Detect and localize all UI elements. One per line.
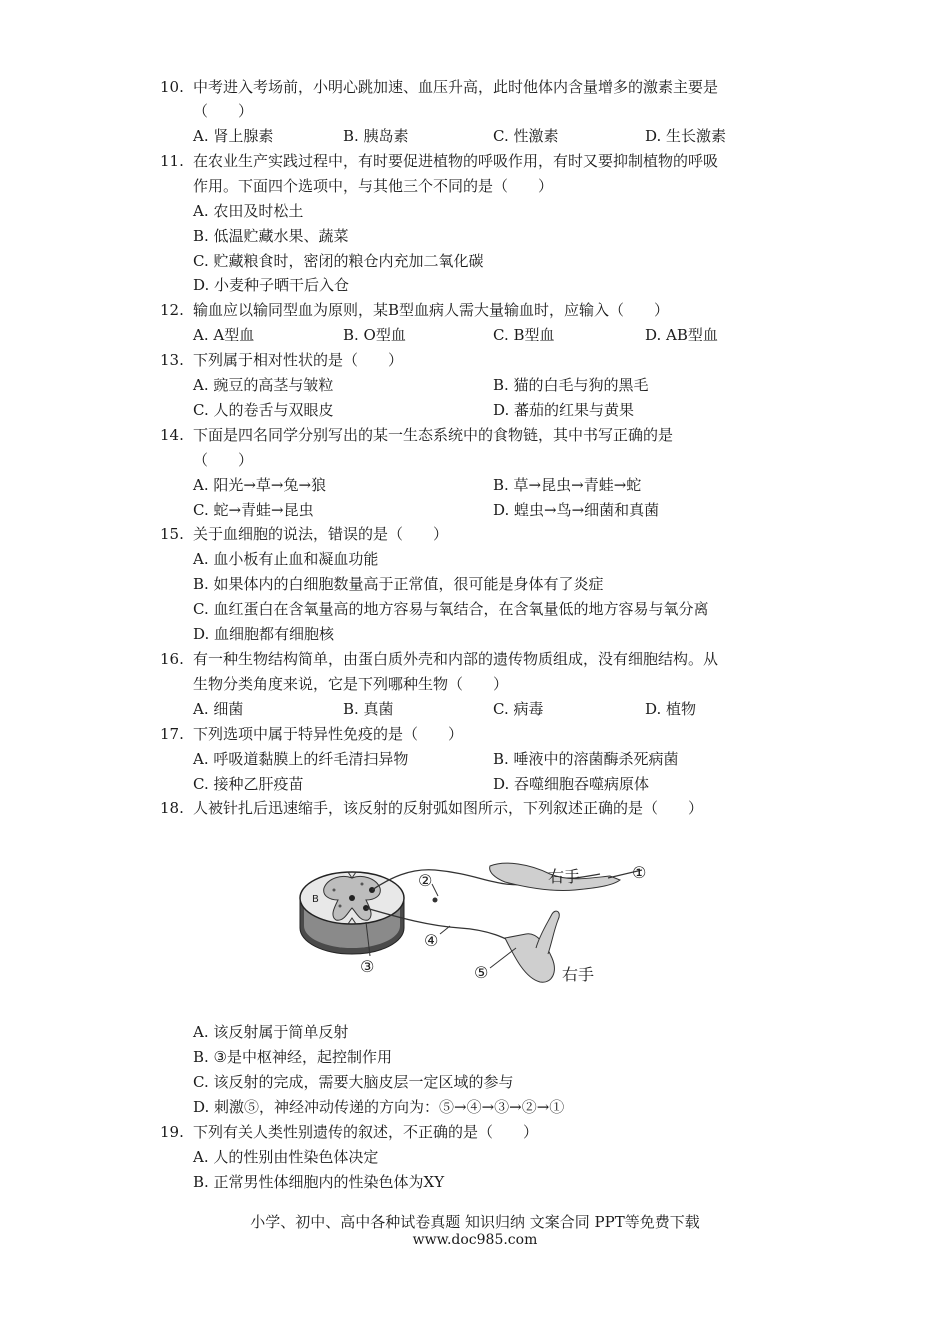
question-stem: （ ） — [193, 102, 254, 120]
option-d: D. 蕃茄的红果与黄果 — [493, 401, 635, 419]
question-stem: （ ） — [193, 451, 254, 469]
question-number: 15. — [160, 525, 184, 543]
marker-5 — [474, 948, 516, 982]
option-b: B. 唾液中的溶菌酶杀死病菌 — [493, 750, 679, 768]
option-b: B. 正常男性体细胞内的性染色体为XY — [193, 1173, 445, 1191]
marker-1 — [632, 863, 646, 882]
option-a: A. 肾上腺素 — [193, 127, 274, 145]
question-number: 11. — [160, 152, 184, 170]
question-stem: 中考进入考场前，小明心跳加速、血压升高，此时他体内含量增多的激素主要是 — [193, 78, 719, 96]
option-c: C. B型血 — [493, 326, 555, 344]
question-stem: 下列选项中属于特异性免疫的是（ ） — [193, 725, 464, 743]
option-a: A. A型血 — [193, 326, 255, 344]
option-b: B. 胰岛素 — [343, 127, 409, 145]
option-b: B. 如果体内的白细胞数量高于正常值，很可能是身体有了炎症 — [193, 575, 604, 593]
label-right-hand-bottom: 右手 — [562, 965, 595, 984]
question-stem: 生物分类角度来说，它是下列哪种生物（ ） — [193, 675, 509, 693]
question-number: 13. — [160, 351, 184, 369]
question-number: 17. — [160, 725, 184, 743]
svg-text:①: ① — [632, 863, 647, 882]
question-stem: 在农业生产实践过程中，有时要促进植物的呼吸作用，有时又要抑制植物的呼吸 — [193, 152, 719, 170]
option-a: A. 呼吸道黏膜上的纤毛清扫异物 — [193, 750, 409, 768]
svg-text:⑤: ⑤ — [474, 963, 489, 982]
marker-2 — [418, 871, 438, 896]
option-d: D. 刺激⑤，神经冲动传递的方向为：⑤→④→③→②→① — [193, 1098, 565, 1116]
option-d: D. 小麦种子晒干后入仓 — [193, 276, 350, 294]
option-c: C. 蛇→青蛙→昆虫 — [193, 501, 314, 519]
option-a: A. 农田及时松土 — [193, 202, 304, 220]
option-a: A. 该反射属于简单反射 — [193, 1023, 349, 1041]
question-number: 16. — [160, 650, 184, 668]
option-a: A. 豌豆的高茎与皱粒 — [193, 376, 334, 394]
option-d: D. 植物 — [645, 700, 697, 718]
option-b: B. 猫的白毛与狗的黑毛 — [493, 376, 649, 394]
footer-url[interactable]: www.doc985.com — [412, 1232, 538, 1248]
option-d: D. 吞噬细胞吞噬病原体 — [493, 775, 650, 793]
option-d: D. 生长激素 — [645, 127, 727, 145]
question-number: 19. — [160, 1123, 184, 1141]
svg-text:②: ② — [418, 871, 433, 890]
option-a: A. 细菌 — [193, 700, 244, 718]
question-number: 12. — [160, 301, 184, 319]
option-d: D. 血细胞都有细胞核 — [193, 625, 335, 643]
option-c: C. 接种乙肝疫苗 — [193, 775, 304, 793]
question-stem: 关于血细胞的说法，错误的是（ ） — [193, 525, 449, 543]
option-d: D. AB型血 — [645, 326, 718, 344]
footer-line: 小学、初中、高中各种试卷真题 知识归纳 文案合同 PPT等免费下载 — [250, 1213, 700, 1231]
question-stem: 有一种生物结构简单，由蛋白质外壳和内部的遗传物质组成，没有细胞结构。从 — [193, 650, 719, 668]
question-stem: 输血应以输同型血为原则，某B型血病人需大量输血时，应输入（ ） — [193, 301, 670, 319]
option-b: B. 真菌 — [343, 700, 394, 718]
option-b: B. O型血 — [343, 326, 406, 344]
question-number: 14. — [160, 426, 184, 444]
option-c: C. 贮藏粮食时，密闭的粮仓内充加二氧化碳 — [193, 252, 484, 270]
label-right-hand-top: 右手 — [548, 867, 581, 886]
option-d: D. 蝗虫→鸟→细菌和真菌 — [493, 501, 660, 519]
option-c: C. 人的卷舌与双眼皮 — [193, 401, 334, 419]
option-a: A. 人的性别由性染色体决定 — [193, 1148, 379, 1166]
option-c: C. 病毒 — [493, 700, 544, 718]
option-b: B. ③是中枢神经，起控制作用 — [193, 1048, 393, 1066]
right-hand-lower — [505, 911, 559, 982]
question-number: 18. — [160, 799, 184, 817]
option-c: C. 该反射的完成，需要大脑皮层一定区域的参与 — [193, 1073, 514, 1091]
question-stem: 下列有关人类性别遗传的叙述，不正确的是（ ） — [193, 1123, 539, 1141]
option-a: A. 血小板有止血和凝血功能 — [193, 550, 379, 568]
spinal-cord-section — [300, 872, 404, 954]
option-a: A. 阳光→草→兔→狼 — [193, 476, 327, 494]
option-b: B. 低温贮藏水果、蔬菜 — [193, 227, 349, 245]
question-number: 10. — [160, 78, 184, 96]
question-stem: 作用。下面四个选项中，与其他三个不同的是（ ） — [193, 177, 554, 195]
question-stem: 下面是四名同学分别写出的某一生态系统中的食物链，其中书写正确的是 — [193, 426, 674, 444]
svg-text:④: ④ — [424, 931, 439, 950]
label-b: B — [312, 894, 319, 905]
svg-text:③: ③ — [360, 957, 375, 976]
option-c: C. 性激素 — [493, 127, 559, 145]
reflex-arc-figure — [290, 838, 660, 998]
option-c: C. 血红蛋白在含氧量高的地方容易与氧结合，在含氧量低的地方容易与氧分离 — [193, 600, 709, 618]
question-stem: 人被针扎后迅速缩手，该反射的反射弧如图所示，下列叙述正确的是（ ） — [193, 799, 704, 817]
marker-4 — [424, 926, 450, 950]
option-b: B. 草→昆虫→青蛙→蛇 — [493, 476, 642, 494]
question-stem: 下列属于相对性状的是（ ） — [193, 351, 404, 369]
